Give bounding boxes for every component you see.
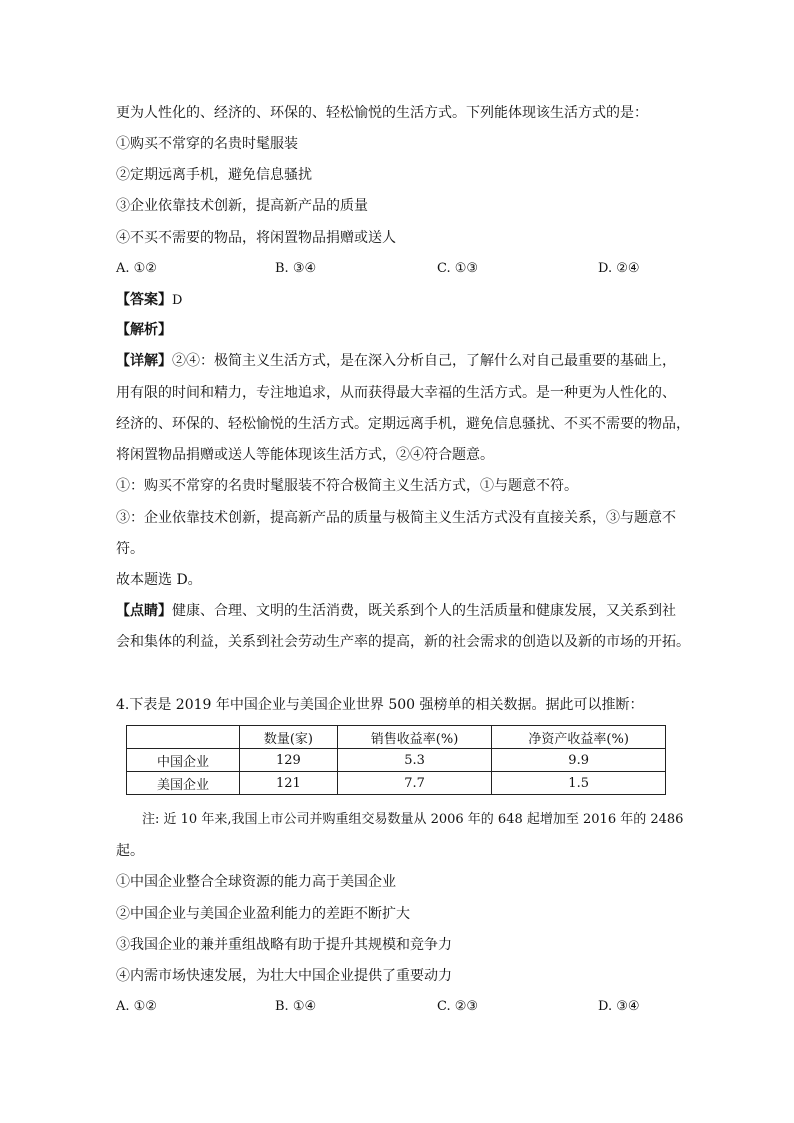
- q3-option-d: D. ②④: [598, 261, 640, 276]
- detail-line-6: ③：企业依靠技术创新，提高新产品的质量与极简主义生活方式没有直接关系，③与题意不: [116, 510, 676, 526]
- table-header-cell: 销售收益率(%): [337, 726, 491, 749]
- table-cell: 7.7: [337, 772, 491, 795]
- q4-option-d: D. ③④: [598, 999, 640, 1014]
- table-row: [127, 772, 666, 795]
- q3-option-a: A. ①②: [116, 261, 157, 276]
- table-header-cell: 净资产收益率(%): [492, 726, 666, 749]
- tip-line-2: 会和集体的利益，关系到社会劳动生产率的提高，新的社会需求的创造以及新的市场的开拓。: [116, 634, 690, 650]
- q3-stem-tail: 更为人性化的、经济的、环保的、轻松愉悦的生活方式。下列能体现该生活方式的是：: [116, 105, 648, 121]
- table-row-label: 中国企业: [127, 749, 240, 772]
- detail-line-3: 经济的、环保的、轻松愉悦的生活方式。定期远离手机，避免信息骚扰、不买不需要的物品，: [116, 416, 690, 432]
- table-cell: 1.5: [492, 772, 666, 795]
- q4-item-4: ④内需市场快速发展，为壮大中国企业提供了重要动力: [116, 968, 452, 984]
- q4-note-line-2: 起。: [116, 843, 144, 859]
- table-row-label: 美国企业: [127, 772, 240, 795]
- q4-option-b: B. ①④: [275, 999, 317, 1014]
- q3-option-b: B. ③④: [275, 261, 317, 276]
- detail-line-4: 将闲置物品捐赠或送人等能体现该生活方式，②④符合题意。: [116, 447, 494, 463]
- table-header-row: [127, 726, 666, 749]
- analysis-label: [116, 320, 172, 340]
- tip-label: 【点睛】: [116, 603, 172, 619]
- tip-text-1: 健康、合理、文明的生活消费，既关系到个人的生活质量和健康发展，又关系到社: [172, 603, 676, 619]
- detail-line-7: 符。: [116, 541, 144, 557]
- table-cell: 129: [240, 749, 338, 772]
- detail-line-5: ①：购买不常穿的名贵时髦服装不符合极简主义生活方式，①与题意不符。: [116, 478, 578, 494]
- detail-line-8: 故本题选 D。: [116, 572, 202, 588]
- table-cell: 5.3: [337, 749, 491, 772]
- answer-label: 【答案】: [116, 292, 172, 308]
- q3-item-3: ③企业依靠技术创新，提高新产品的质量: [116, 198, 368, 214]
- table-cell: 9.9: [492, 749, 666, 772]
- tip-line-1: [116, 601, 676, 621]
- analysis-label-text: 【解析】: [116, 322, 172, 338]
- q4-option-c: C. ②③: [437, 999, 479, 1014]
- detail-line-1: [116, 351, 676, 371]
- q3-option-c: C. ①③: [437, 261, 479, 276]
- table-row: [127, 749, 666, 772]
- q3-item-4: ④不买不需要的物品，将闲置物品捐赠或送人: [116, 230, 396, 246]
- table-cell: 121: [240, 772, 338, 795]
- q4-note-line-1: 注: 近 10 年来,我国上市公司并购重组交易数量从 2006 年的 648 起增加至 2016 年的 2486: [142, 812, 684, 827]
- q4-item-3: ③我国企业的兼并重组战略有助于提升其规模和竞争力: [116, 937, 452, 953]
- q3-item-2: ②定期远离手机，避免信息骚扰: [116, 167, 312, 183]
- q4-option-a: A. ①②: [116, 999, 157, 1014]
- detail-line-2: 用有限的时间和精力，专注地追求，从而获得最大幸福的生活方式。是一种更为人性化的、: [116, 385, 676, 401]
- q4-stem: 4.下表是 2019 年中国企业与美国企业世界 500 强榜单的相关数据。据此可以推断：: [116, 697, 644, 713]
- answer-line: [116, 290, 182, 311]
- q4-item-1: ①中国企业整合全球资源的能力高于美国企业: [116, 874, 396, 890]
- detail-text-1: ②④：极简主义生活方式，是在深入分析自己，了解什么对自己最重要的基础上，: [172, 353, 676, 369]
- table-header-cell: [127, 726, 240, 749]
- answer-value: D: [172, 293, 183, 308]
- q4-item-2: ②中国企业与美国企业盈利能力的差距不断扩大: [116, 906, 410, 922]
- q4-data-table: [126, 725, 666, 795]
- table-header-cell: 数量(家): [240, 726, 338, 749]
- q3-item-1: ①购买不常穿的名贵时髦服装: [116, 136, 298, 152]
- detail-label: 【详解】: [116, 353, 172, 369]
